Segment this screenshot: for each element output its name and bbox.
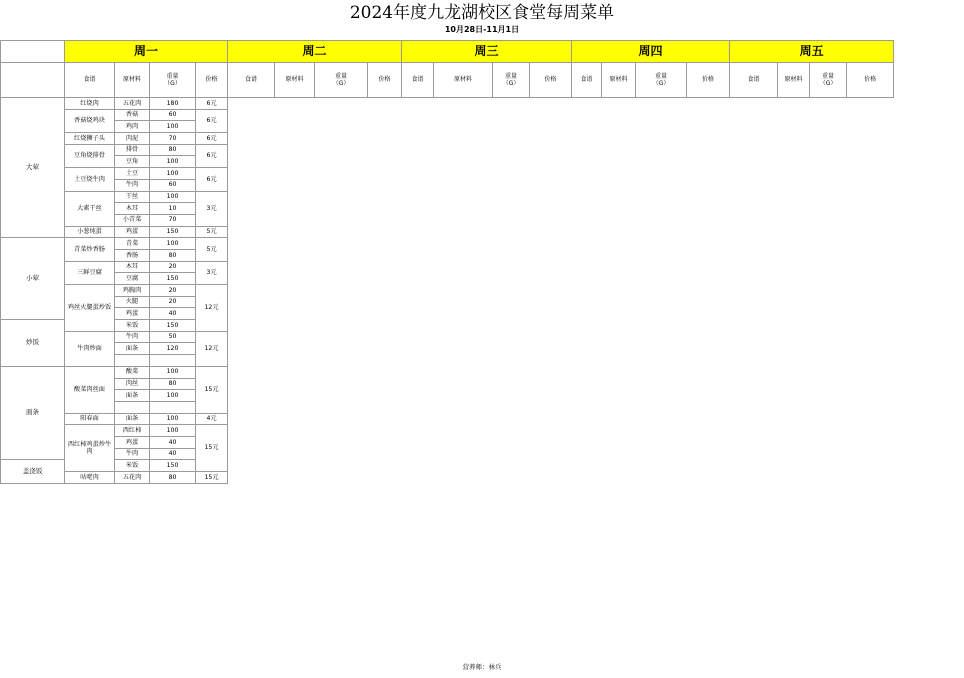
price-cell: 6元 [196,109,228,132]
ingredient-cell: 鸡胸肉 [115,285,150,297]
corner-cell [1,41,65,63]
price-cell: 5元 [196,238,228,261]
ingredient-cell: 面条 [115,343,150,355]
ingredient-cell: 牛肉 [115,331,150,343]
weight-cell: 100 [150,191,196,203]
ingredient-cell: 肉丝 [115,378,150,390]
ingredient-cell: 青菜 [115,238,150,250]
ingredient-cell: 木耳 [115,261,150,273]
col-header-weight: 重量 （G） [493,63,530,98]
weight-cell: 100 [150,238,196,250]
price-cell: 6元 [196,98,228,110]
day-header-fri: 周五 [730,41,894,63]
col-header-dish: 食谱 [572,63,602,98]
price-cell: 6元 [196,133,228,145]
dish-name: 大素干丝 [65,191,115,226]
day-header-thu: 周四 [572,41,730,63]
weight-cell: 80 [150,472,196,484]
dish-name: 土豆烧牛肉 [65,168,115,191]
weight-cell: 150 [150,320,196,332]
ingredient-cell: 香肠 [115,249,150,261]
col-header-ingredient: 原材料 [115,63,150,98]
col-header-ingredient: 原材料 [778,63,810,98]
weight-cell: 70 [150,214,196,226]
price-cell: 12元 [196,285,228,332]
dish-name: 咕咾肉 [65,472,115,484]
weight-cell: 20 [150,261,196,273]
weight-cell [150,355,196,367]
ingredient-cell: 五花肉 [115,472,150,484]
weight-cell: 150 [150,226,196,238]
dish-name: 小葱炖蛋 [65,226,115,238]
weekly-menu-table [0,40,964,484]
weight-cell: 20 [150,296,196,308]
dish-name: 酸菜肉丝面 [65,366,115,413]
col-header-ingredient: 原材料 [434,63,493,98]
dish-name: 香菇烧鸡块 [65,109,115,132]
weight-cell: 10 [150,203,196,215]
dish-name: 阳春面 [65,413,115,425]
weight-cell: 40 [150,448,196,460]
signer-label: 营养师：林兵 [462,663,502,671]
price-cell: 12元 [196,331,228,366]
col-header-dish: 食谱 [730,63,778,98]
weight-cell: 180 [150,98,196,110]
price-cell: 15元 [196,425,228,472]
weight-cell: 50 [150,331,196,343]
weight-cell: 80 [150,249,196,261]
ingredient-cell [115,355,150,367]
ingredient-cell: 排骨 [115,144,150,156]
dish-name: 西红柿鸡蛋炒牛肉 [65,425,115,472]
col-header-weight: 重量 （G） [810,63,847,98]
ingredient-cell: 豆腐 [115,273,150,285]
category-cell: 炒饭 [1,320,65,367]
weight-cell: 60 [150,109,196,121]
col-header-weight: 重量 （G） [315,63,368,98]
weight-cell: 20 [150,285,196,297]
price-cell: 4元 [196,413,228,425]
ingredient-cell: 牛肉 [115,179,150,191]
price-cell: 5元 [196,226,228,238]
weight-cell: 100 [150,168,196,180]
weight-cell [150,401,196,413]
weight-cell: 60 [150,179,196,191]
weight-cell: 100 [150,366,196,378]
ingredient-cell: 土豆 [115,168,150,180]
price-cell: 3元 [196,191,228,226]
weight-cell: 100 [150,390,196,402]
ingredient-cell: 酸菜 [115,366,150,378]
price-cell: 15元 [196,366,228,413]
ingredient-cell: 五花肉 [115,98,150,110]
ingredient-cell: 鸡蛋 [115,308,150,320]
col-header-price: 价格 [847,63,894,98]
ingredient-cell: 肉泥 [115,133,150,145]
weight-cell: 120 [150,343,196,355]
dish-name: 牛肉炒面 [65,331,115,366]
day-header-mon: 周一 [65,41,228,63]
ingredient-cell: 面条 [115,413,150,425]
ingredient-cell: 小青菜 [115,214,150,226]
col-header-dish: 食谱 [228,63,275,98]
dish-name: 红烧肉 [65,98,115,110]
weight-cell: 70 [150,133,196,145]
ingredient-cell: 豆角 [115,156,150,168]
weight-cell: 80 [150,144,196,156]
page-title: 2024年度九龙湖校区食堂每周菜单 [349,3,615,23]
col-header-weight: 重量 （G） [150,63,196,98]
price-cell: 6元 [196,168,228,191]
category-cell: 面条 [1,366,65,460]
weight-cell: 100 [150,121,196,133]
weight-cell: 100 [150,425,196,437]
day-header-wed: 周三 [402,41,572,63]
weight-cell: 100 [150,156,196,168]
price-cell: 15元 [196,472,228,484]
price-cell: 6元 [196,144,228,167]
price-cell: 3元 [196,261,228,284]
dish-name: 豆角烧排骨 [65,144,115,167]
ingredient-cell: 鸡蛋 [115,436,150,448]
ingredient-cell: 香菇 [115,109,150,121]
category-cell: 大荤 [1,98,65,238]
col-header-dish: 食谱 [402,63,434,98]
weight-cell: 150 [150,460,196,472]
ingredient-cell: 面条 [115,390,150,402]
day-header-tue: 周二 [228,41,402,63]
date-range: 10月28日-11月1日 [444,25,520,34]
weight-cell: 40 [150,436,196,448]
ingredient-cell: 火腿 [115,296,150,308]
category-cell: 小荤 [1,238,65,320]
dish-name: 鸡丝火腿蛋炒饭 [65,285,115,332]
weight-cell: 40 [150,308,196,320]
dish-name: 青菜炒香肠 [65,238,115,261]
category-header-cell [1,63,65,98]
col-header-weight: 重量 （G） [636,63,687,98]
col-header-ingredient: 原材料 [602,63,636,98]
category-cell: 盖浇饭 [1,460,65,483]
col-header-price: 价格 [687,63,730,98]
col-header-ingredient: 原材料 [275,63,315,98]
dish-name: 红烧狮子头 [65,133,115,145]
col-header-dish: 食谱 [65,63,115,98]
ingredient-cell: 牛肉 [115,448,150,460]
weight-cell: 80 [150,378,196,390]
ingredient-cell: 干丝 [115,191,150,203]
weight-cell: 100 [150,413,196,425]
weight-cell: 150 [150,273,196,285]
ingredient-cell [115,401,150,413]
ingredient-cell: 鸡肉 [115,121,150,133]
col-header-price: 价格 [368,63,402,98]
ingredient-cell: 鸡蛋 [115,226,150,238]
ingredient-cell: 米饭 [115,320,150,332]
col-header-price: 价格 [196,63,228,98]
ingredient-cell: 西红柿 [115,425,150,437]
dish-name: 三鲜豆腐 [65,261,115,284]
ingredient-cell: 米饭 [115,460,150,472]
ingredient-cell: 木耳 [115,203,150,215]
col-header-price: 价格 [530,63,572,98]
